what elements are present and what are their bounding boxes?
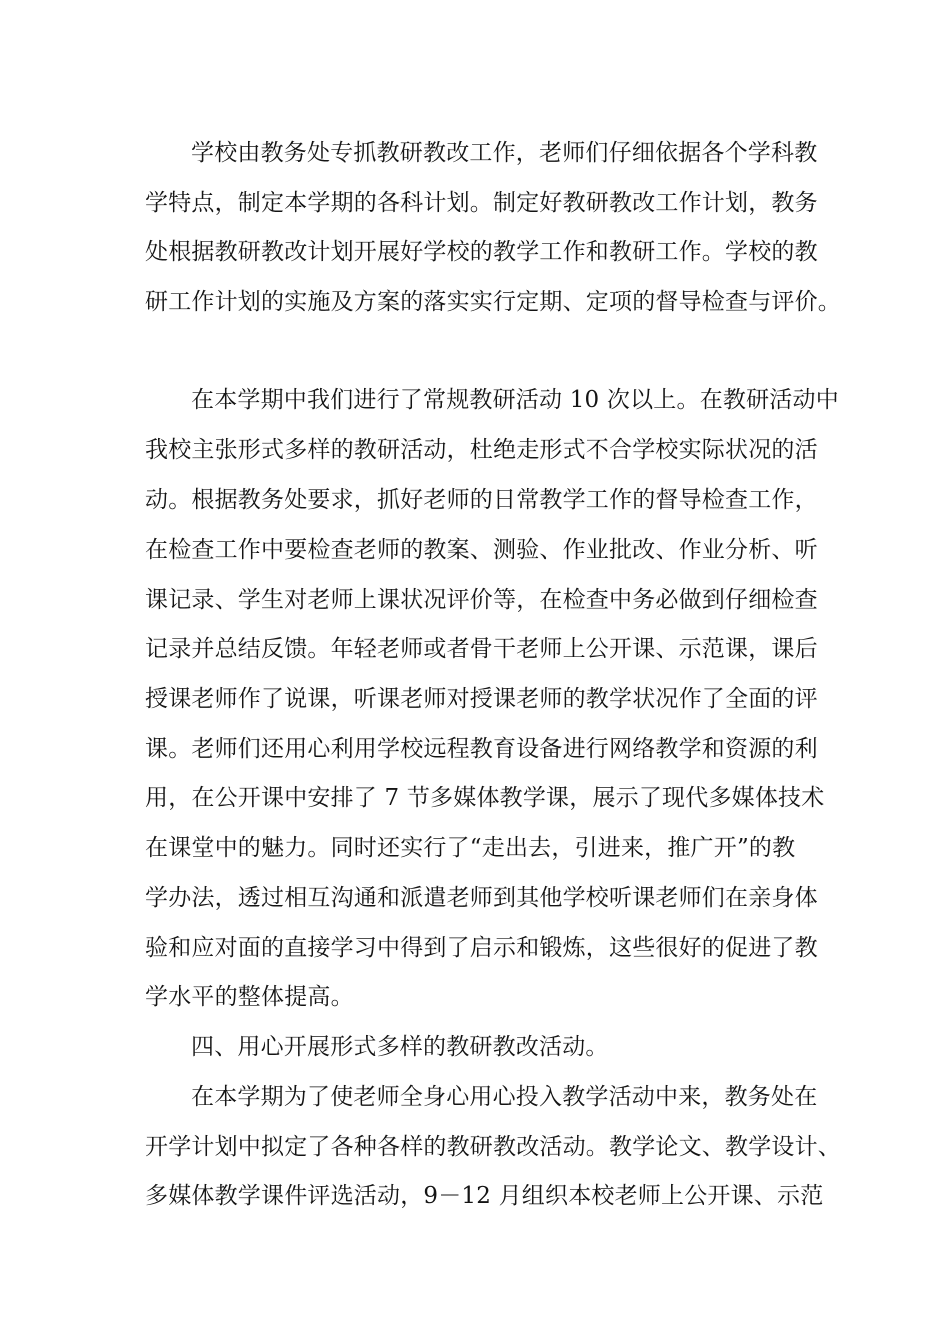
paragraph-2-line-7: 授课老师作了说课，听课老师对授课老师的教学状况作了全面的评 xyxy=(145,686,818,712)
paragraph-2-line-6: 记录并总结反馈。年轻老师或者骨干老师上公开课、示范课，课后 xyxy=(145,636,818,662)
paragraph-2-line-1: 在本学期中我们进行了常规教研活动 10 次以上。在教研活动中 xyxy=(191,387,839,413)
paragraph-1-line-4: 研工作计划的实施及方案的落实实行定期、定项的督导检查与评价。 xyxy=(145,289,841,315)
paragraph-4-line-3: 多媒体教学课件评选活动，9－12 月组织本校老师上公开课、示范 xyxy=(145,1183,824,1209)
paragraph-1-line-3: 处根据教研教改计划开展好学校的教学工作和教研工作。学校的教 xyxy=(145,239,818,265)
paragraph-1-line-2: 学特点，制定本学期的各科计划。制定好教研教改工作计划，教务 xyxy=(145,190,818,216)
paragraph-2-line-9: 用，在公开课中安排了 7 节多媒体教学课，展示了现代多媒体技术 xyxy=(145,785,825,811)
paragraph-2-line-5: 课记录、学生对老师上课状况评价等，在检查中务必做到仔细检查 xyxy=(145,587,818,613)
paragraph-4-line-2: 开学计划中拟定了各种各样的教研教改活动。教学论文、教学设计、 xyxy=(145,1134,841,1160)
paragraph-2-line-12: 验和应对面的直接学习中得到了启示和锻炼，这些很好的促进了教 xyxy=(145,935,818,961)
paragraph-2-line-3: 动。根据教务处要求，抓好老师的日常教学工作的督导检查工作， xyxy=(145,487,818,513)
paragraph-2-line-4: 在检查工作中要检查老师的教案、测验、作业批改、作业分析、听 xyxy=(145,537,818,563)
paragraph-2-line-10: 在课堂中的魅力。同时还实行了“走出去，引进来，推广开”的教 xyxy=(145,835,796,861)
paragraph-4-line-1: 在本学期为了使老师全身心用心投入教学活动中来，教务处在 xyxy=(191,1084,818,1110)
paragraph-2-line-13: 学水平的整体提高。 xyxy=(145,984,354,1010)
paragraph-1-line-1: 学校由教务处专抓教研教改工作，老师们仔细依据各个学科教 xyxy=(191,140,818,166)
section-heading-four: 四、用心开展形式多样的教研教改活动。 xyxy=(191,1034,609,1060)
paragraph-2-line-2: 我校主张形式多样的教研活动，杜绝走形式不合学校实际状况的活 xyxy=(145,437,818,463)
paragraph-2-line-11: 学办法，透过相互沟通和派遣老师到其他学校听课老师们在亲身体 xyxy=(145,885,818,911)
paragraph-2-line-8: 课。老师们还用心利用学校远程教育设备进行网络教学和资源的利 xyxy=(145,736,818,762)
